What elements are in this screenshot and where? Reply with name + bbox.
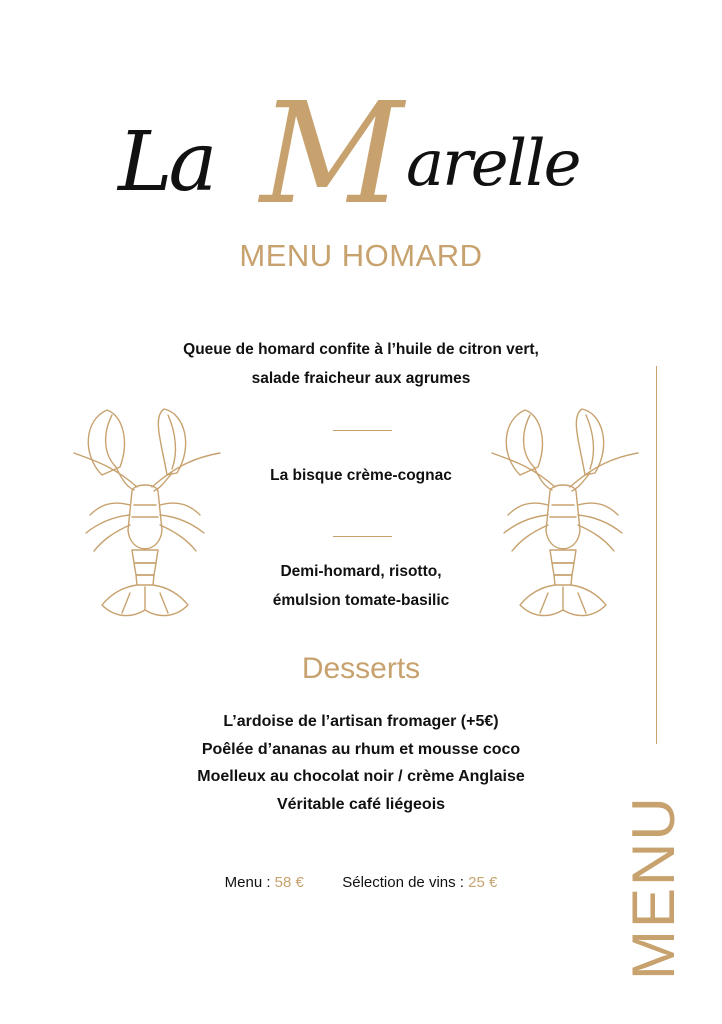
vertical-divider [656,366,657,744]
menu-subtitle: MENU HOMARD [239,238,483,273]
logo-suffix: arelle [406,127,580,201]
restaurant-logo [110,55,580,236]
lobster-icon [490,405,640,627]
course-starter-line1: Queue de homard confite à l’huile de citron vert, [183,341,539,358]
menu-price-label: Menu : [224,874,271,891]
dessert-item: L’ardoise de l’artisan fromager (+5€) [223,713,499,730]
logo-initial: M [260,73,404,236]
wine-price-label: Sélection de vins : [342,874,464,891]
course-starter [120,335,602,393]
course-main-line2: émulsion tomate-basilic [272,592,450,609]
desserts-list [100,708,622,818]
course-main-line1: Demi-homard, risotto, [280,563,442,580]
separator [333,536,392,537]
course-soup-line1: La bisque crème-cognac [270,467,452,484]
logo-prefix: La [118,115,214,210]
course-starter-line2: salade fraicheur aux agrumes [251,370,471,387]
dessert-item: Poêlée d’ananas au rhum et mousse coco [201,740,521,758]
dessert-item: Moelleux au chocolat noir / crème Anglaise [197,768,525,785]
menu-price: 58 € [274,874,304,891]
separator [333,430,392,431]
desserts-title: Desserts [301,652,421,685]
wine-price: 25 € [468,874,498,891]
dessert-item: Véritable café liégeois [276,795,446,813]
vertical-menu-label: MENU [620,795,687,980]
lobster-icon [72,405,222,627]
price-line [0,874,722,891]
